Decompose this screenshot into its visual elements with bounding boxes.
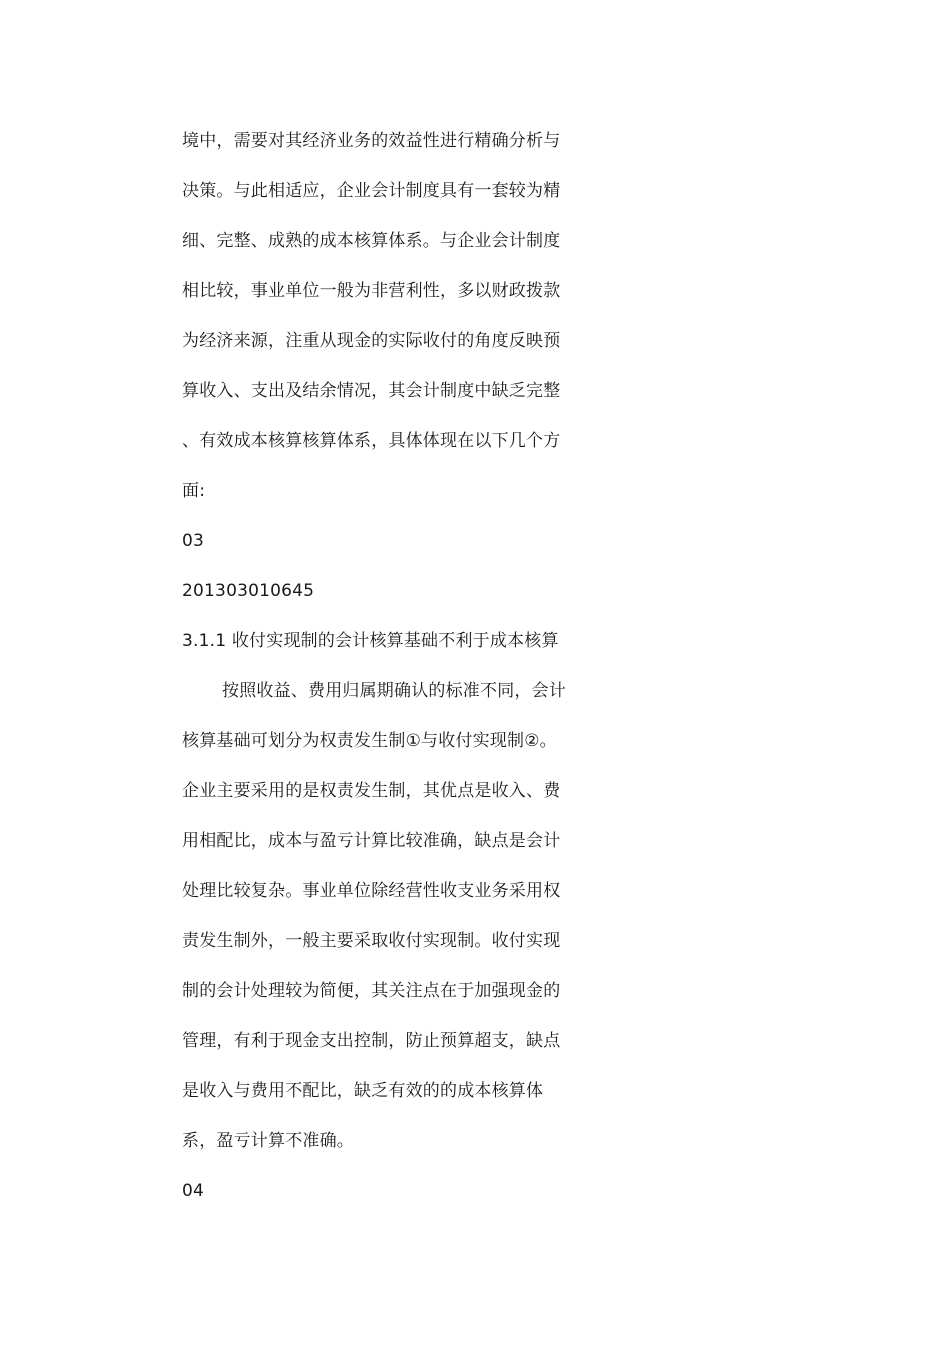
page-marker: 03 <box>182 531 205 551</box>
text-line: 境中，需要对其经济业务的效益性进行精确分析与 <box>182 131 561 151</box>
text-line: 制的会计处理较为简便，其关注点在于加强现金的 <box>182 981 561 1001</box>
text-line: 算收入、支出及结余情况，其会计制度中缺乏完整 <box>182 381 561 401</box>
text-line: 、有效成本核算核算体系，具体体现在以下几个方 <box>182 431 561 451</box>
text-line: 面: <box>182 481 206 501</box>
text-line: 用相配比，成本与盈亏计算比较准确，缺点是会计 <box>182 831 561 851</box>
section-heading: 3.1.1 收付实现制的会计核算基础不利于成本核算 <box>182 631 559 651</box>
text-line: 为经济来源，注重从现金的实际收付的角度反映预 <box>182 331 561 351</box>
text-line: 相比较，事业单位一般为非营利性，多以财政拨款 <box>182 281 561 301</box>
text-line: 系，盈亏计算不准确。 <box>182 1131 354 1151</box>
text-line: 细、完整、成熟的成本核算体系。与企业会计制度 <box>182 231 561 251</box>
text-line: 管理，有利于现金支出控制，防止预算超支，缺点 <box>182 1031 561 1051</box>
text-line: 处理比较复杂。事业单位除经营性收支业务采用权 <box>182 881 561 901</box>
text-line: 按照收益、费用归属期确认的标准不同，会计 <box>222 681 566 701</box>
text-line: 是收入与费用不配比，缺乏有效的的成本核算体 <box>182 1081 544 1101</box>
text-line: 决策。与此相适应，企业会计制度具有一套较为精 <box>182 181 561 201</box>
page-marker: 04 <box>182 1181 205 1201</box>
text-line: 企业主要采用的是权责发生制，其优点是收入、费 <box>182 781 561 801</box>
text-line: 核算基础可划分为权责发生制①与收付实现制②。 <box>182 731 557 751</box>
text-line: 责发生制外，一般主要采取收付实现制。收付实现 <box>182 931 561 951</box>
document-id: 201303010645 <box>182 581 315 601</box>
